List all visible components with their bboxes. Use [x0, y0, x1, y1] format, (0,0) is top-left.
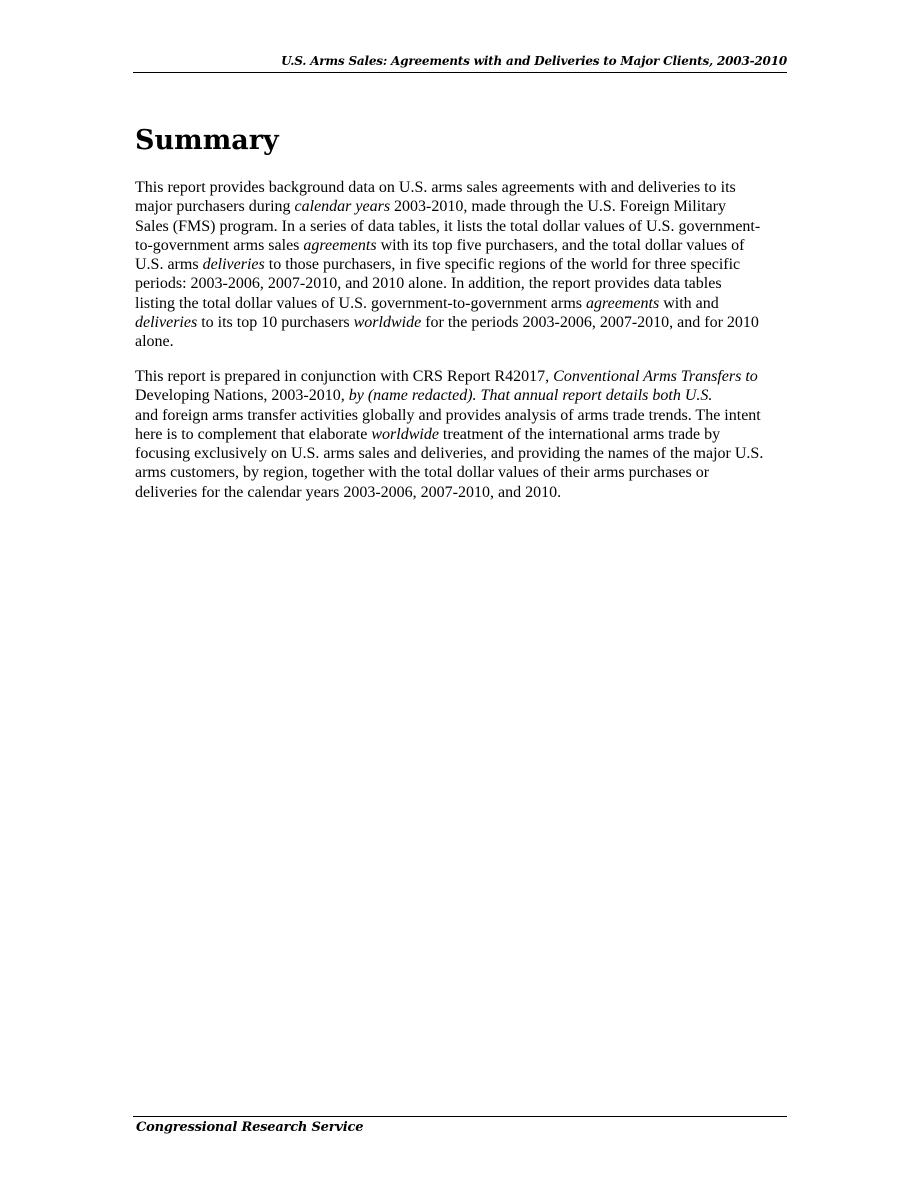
text-line: to-government arms sales agreements with its top five purchasers, and the total dollar values of [135, 236, 745, 254]
text-line: This report is prepared in conjunction with CRS Report R42017, Conventional Arms Transfers to [135, 368, 758, 385]
text-line: U.S. arms deliveries to those purchasers, in five specific regions of the world for three specific [135, 256, 741, 274]
text-line: here is to complement that elaborate worldwide treatment of the international arms trade by [135, 425, 721, 443]
text-line: major purchasers during calendar years 2003-2010, made through the U.S. Foreign Military [135, 198, 727, 216]
text-line: listing the total dollar values of U.S. government-to-government arms agreements with and [135, 294, 719, 312]
running-header: U.S. Arms Sales: Agreements with and Deliveries to Major Clients, 2003-2010 [281, 54, 787, 68]
text-line: deliveries to its top 10 purchasers worldwide for the periods 2003-2006, 2007-2010, and for 2010 [135, 314, 759, 332]
footer-organization: Congressional Research Service [136, 1120, 364, 1135]
text-line: periods: 2003-2006, 2007-2010, and 2010 alone. In addition, the report provides data tables [135, 275, 722, 293]
text-line: deliveries for the calendar years 2003-2006, 2007-2010, and 2010. [135, 483, 562, 501]
text-line: alone. [135, 333, 174, 351]
text-line: and foreign arms transfer activities globally and provides analysis of arms trade trends. The intent [135, 406, 761, 424]
header-rule [133, 72, 787, 73]
summary-paragraph-1 [135, 178, 795, 352]
text-line: Sales (FMS) program. In a series of data tables, it lists the total dollar values of U.S. government- [135, 217, 761, 235]
text-line: This report provides background data on U.S. arms sales agreements with and deliveries to its [135, 179, 736, 196]
summary-paragraph-2 [135, 367, 795, 502]
text-line: arms customers, by region, together with the total dollar values of their arms purchases or [135, 464, 710, 482]
text-line: Developing Nations, 2003-2010, by (name redacted). That annual report details both U.S. [135, 387, 713, 405]
footer-rule [133, 1116, 787, 1117]
text-line: focusing exclusively on U.S. arms sales and deliveries, and providing the names of the major U.S. [135, 445, 764, 463]
section-title: Summary [135, 125, 279, 156]
